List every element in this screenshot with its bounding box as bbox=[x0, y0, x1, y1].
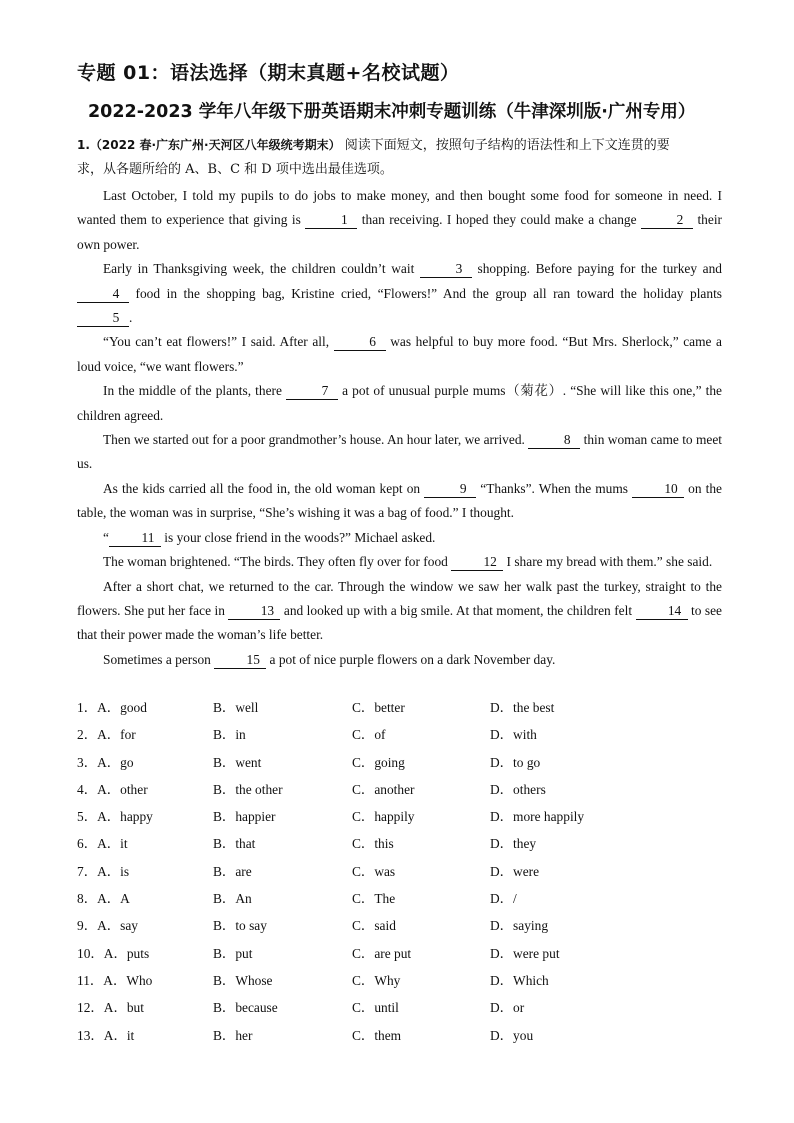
option-c: C．happily bbox=[352, 809, 415, 825]
option-row bbox=[77, 888, 722, 915]
passage-text: As the kids carried all the food in, the old woman kept on bbox=[103, 480, 425, 496]
blank-13: 13 bbox=[228, 603, 280, 620]
passage-text: Sometimes a person bbox=[103, 651, 215, 667]
instruction-text-2: 求，从各题所给的 A、B、C 和 D 项中选出最佳选项。 bbox=[77, 162, 393, 177]
option-a: 8．A．A bbox=[77, 891, 130, 907]
blank-11: 11 bbox=[109, 530, 161, 547]
option-d: D．/ bbox=[490, 891, 517, 907]
passage-text: . bbox=[129, 310, 133, 326]
option-a: 1．A．good bbox=[77, 700, 147, 715]
passage-text: a pot of unusual purple mums（菊花）. “She will like this one,” the children agreed. bbox=[77, 383, 723, 423]
option-row bbox=[77, 806, 722, 833]
question-instruction bbox=[77, 133, 722, 182]
option-row bbox=[77, 970, 722, 997]
passage-text: their own power. bbox=[77, 212, 723, 252]
passage-text: than receiving. I hoped they could make a change bbox=[357, 212, 641, 228]
option-c: C．better bbox=[352, 700, 405, 715]
blank-1: 1 bbox=[305, 212, 357, 229]
passage-text: thin woman came to meet us. bbox=[77, 432, 722, 472]
option-row bbox=[77, 943, 722, 970]
passage-text: Last October, I told my pupils to do jobs to make money, and then bought some food for someone in need. I wanted them to experience that giving is bbox=[77, 188, 722, 228]
option-c: C．them bbox=[352, 1027, 402, 1043]
option-a: 12．A．but bbox=[77, 1000, 144, 1016]
option-a: 2．A．for bbox=[77, 727, 136, 743]
option-a: 4．A．other bbox=[77, 781, 148, 797]
option-b: B．Whose bbox=[213, 972, 273, 988]
option-c: C．Why bbox=[352, 972, 401, 988]
paragraph bbox=[77, 428, 722, 477]
blank-2: 2 bbox=[641, 212, 693, 229]
option-a: 7．A．is bbox=[77, 863, 130, 879]
option-b: B．well bbox=[213, 700, 259, 715]
blank-6: 6 bbox=[334, 334, 386, 351]
option-a: 10．A．puts bbox=[77, 945, 150, 961]
option-d: D．others bbox=[490, 781, 546, 797]
blank-5: 5 bbox=[77, 310, 129, 327]
paragraph bbox=[77, 648, 722, 672]
passage-text: shopping. Before paying for the turkey and bbox=[471, 261, 722, 277]
passage-text: is your close friend in the woods?” Michael asked. bbox=[160, 529, 436, 545]
option-b: B．are bbox=[213, 863, 252, 879]
blank-15: 15 bbox=[214, 652, 266, 669]
option-c: C．said bbox=[352, 918, 396, 934]
blank-8: 8 bbox=[528, 432, 580, 449]
option-d: D．with bbox=[490, 727, 537, 743]
option-c: C．of bbox=[352, 727, 386, 743]
instruction-text-1: 阅读下面短文，按照句子结构的语法性和上下文连贯的要 bbox=[344, 138, 670, 153]
blank-4: 4 bbox=[77, 286, 129, 303]
option-c: C．was bbox=[352, 863, 396, 879]
paragraph bbox=[77, 379, 722, 428]
paragraph bbox=[77, 575, 722, 648]
option-d: D．you bbox=[490, 1027, 534, 1043]
option-d: D．more happily bbox=[490, 809, 585, 825]
passage-text: a pot of nice purple flowers on a dark November day. bbox=[266, 651, 556, 667]
passage-text: Then we started out for a poor grandmother’s house. An hour later, we arrived. bbox=[103, 432, 529, 448]
option-d: D．they bbox=[490, 836, 537, 852]
option-b: B．that bbox=[213, 836, 256, 852]
option-b: B．the other bbox=[213, 781, 283, 797]
option-a: 9．A．say bbox=[77, 918, 138, 934]
paragraph bbox=[77, 477, 722, 526]
passage-text: “Thanks”. When the mums bbox=[476, 480, 633, 496]
blank-14: 14 bbox=[636, 603, 688, 620]
blank-12: 12 bbox=[451, 554, 503, 571]
option-row bbox=[77, 779, 722, 806]
option-b: B．because bbox=[213, 1000, 278, 1016]
option-c: C．another bbox=[352, 781, 415, 797]
paragraph bbox=[77, 550, 722, 574]
passage-text: and looked up with a big smile. At that moment, the children felt bbox=[280, 602, 636, 618]
passage-text: “You can’t eat flowers!” I said. After all, bbox=[103, 334, 334, 350]
passage-text: In the middle of the plants, there bbox=[103, 383, 287, 399]
option-a: 11．A．Who bbox=[77, 972, 153, 988]
passage-text: “ bbox=[103, 529, 109, 545]
option-row bbox=[77, 915, 722, 942]
paragraph bbox=[77, 257, 722, 330]
option-c: C．going bbox=[352, 754, 405, 770]
option-row bbox=[77, 697, 722, 724]
option-row bbox=[77, 997, 722, 1024]
option-b: B．in bbox=[213, 727, 246, 743]
question-source: （2022 春·广东广州·天河区八年级统考期末） bbox=[89, 138, 341, 152]
option-d: D．to go bbox=[490, 754, 541, 770]
option-b: B．her bbox=[213, 1027, 253, 1043]
blank-10: 10 bbox=[632, 481, 684, 498]
option-b: B．to say bbox=[213, 918, 267, 934]
option-d: D．were put bbox=[490, 945, 560, 961]
option-row bbox=[77, 1025, 722, 1052]
passage-text: The woman brightened. “The birds. They often fly over for food bbox=[103, 554, 452, 570]
option-row bbox=[77, 861, 722, 888]
option-d: D．the best bbox=[490, 700, 555, 715]
question-number: 1. bbox=[77, 138, 90, 152]
passage-text: food in the shopping bag, Kristine cried, “Flowers!” And the group all ran toward the holiday plants bbox=[129, 285, 722, 301]
passage-text: Early in Thanksgiving week, the children couldn’t wait bbox=[103, 261, 420, 277]
blank-3: 3 bbox=[420, 261, 472, 278]
blank-9: 9 bbox=[424, 481, 476, 498]
option-a: 13．A．it bbox=[77, 1027, 135, 1043]
passage-text: After a short chat, we returned to the car. Through the window we saw her walk past the turkey, straight to the flowers. She put her face in bbox=[77, 578, 722, 618]
page-subtitle: 2022-2023 学年八年级下册英语期末冲刺专题训练（牛津深圳版·广州专用） bbox=[88, 102, 696, 122]
option-a: 6．A．it bbox=[77, 836, 128, 852]
option-d: D．or bbox=[490, 1000, 525, 1016]
passage-text: I share my bread with them.” she said. bbox=[503, 554, 713, 570]
paragraph bbox=[77, 330, 722, 379]
passage-text: on the table, the woman was in surprise, “She’s wishing it was a bag of food.” I thought. bbox=[77, 480, 722, 521]
option-row bbox=[77, 724, 722, 751]
option-c: C．are put bbox=[352, 945, 412, 961]
paragraph bbox=[77, 184, 722, 257]
option-b: B．put bbox=[213, 945, 253, 961]
option-c: C．this bbox=[352, 836, 394, 852]
passage-text: to see that their power made the woman’s life better. bbox=[77, 602, 723, 643]
option-c: C．until bbox=[352, 1000, 399, 1016]
option-d: D．were bbox=[490, 863, 540, 879]
paragraph bbox=[77, 526, 722, 550]
reading-passage bbox=[77, 184, 722, 672]
page-title: 专题 01：语法选择（期末真题+名校试题） bbox=[77, 62, 460, 84]
option-b: B．went bbox=[213, 754, 262, 770]
passage-text: was helpful to buy more food. “But Mrs. Sherlock,” came a loud voice, “we want flowers.” bbox=[77, 334, 722, 374]
option-b: B．An bbox=[213, 891, 252, 907]
option-row bbox=[77, 833, 722, 860]
option-row bbox=[77, 752, 722, 779]
options-list bbox=[77, 697, 722, 1052]
option-c: C．The bbox=[352, 891, 396, 907]
option-d: D．saying bbox=[490, 918, 549, 934]
blank-7: 7 bbox=[286, 383, 338, 400]
option-a: 5．A．happy bbox=[77, 809, 153, 825]
option-a: 3．A．go bbox=[77, 754, 134, 770]
option-b: B．happier bbox=[213, 809, 276, 825]
option-d: D．Which bbox=[490, 972, 549, 988]
